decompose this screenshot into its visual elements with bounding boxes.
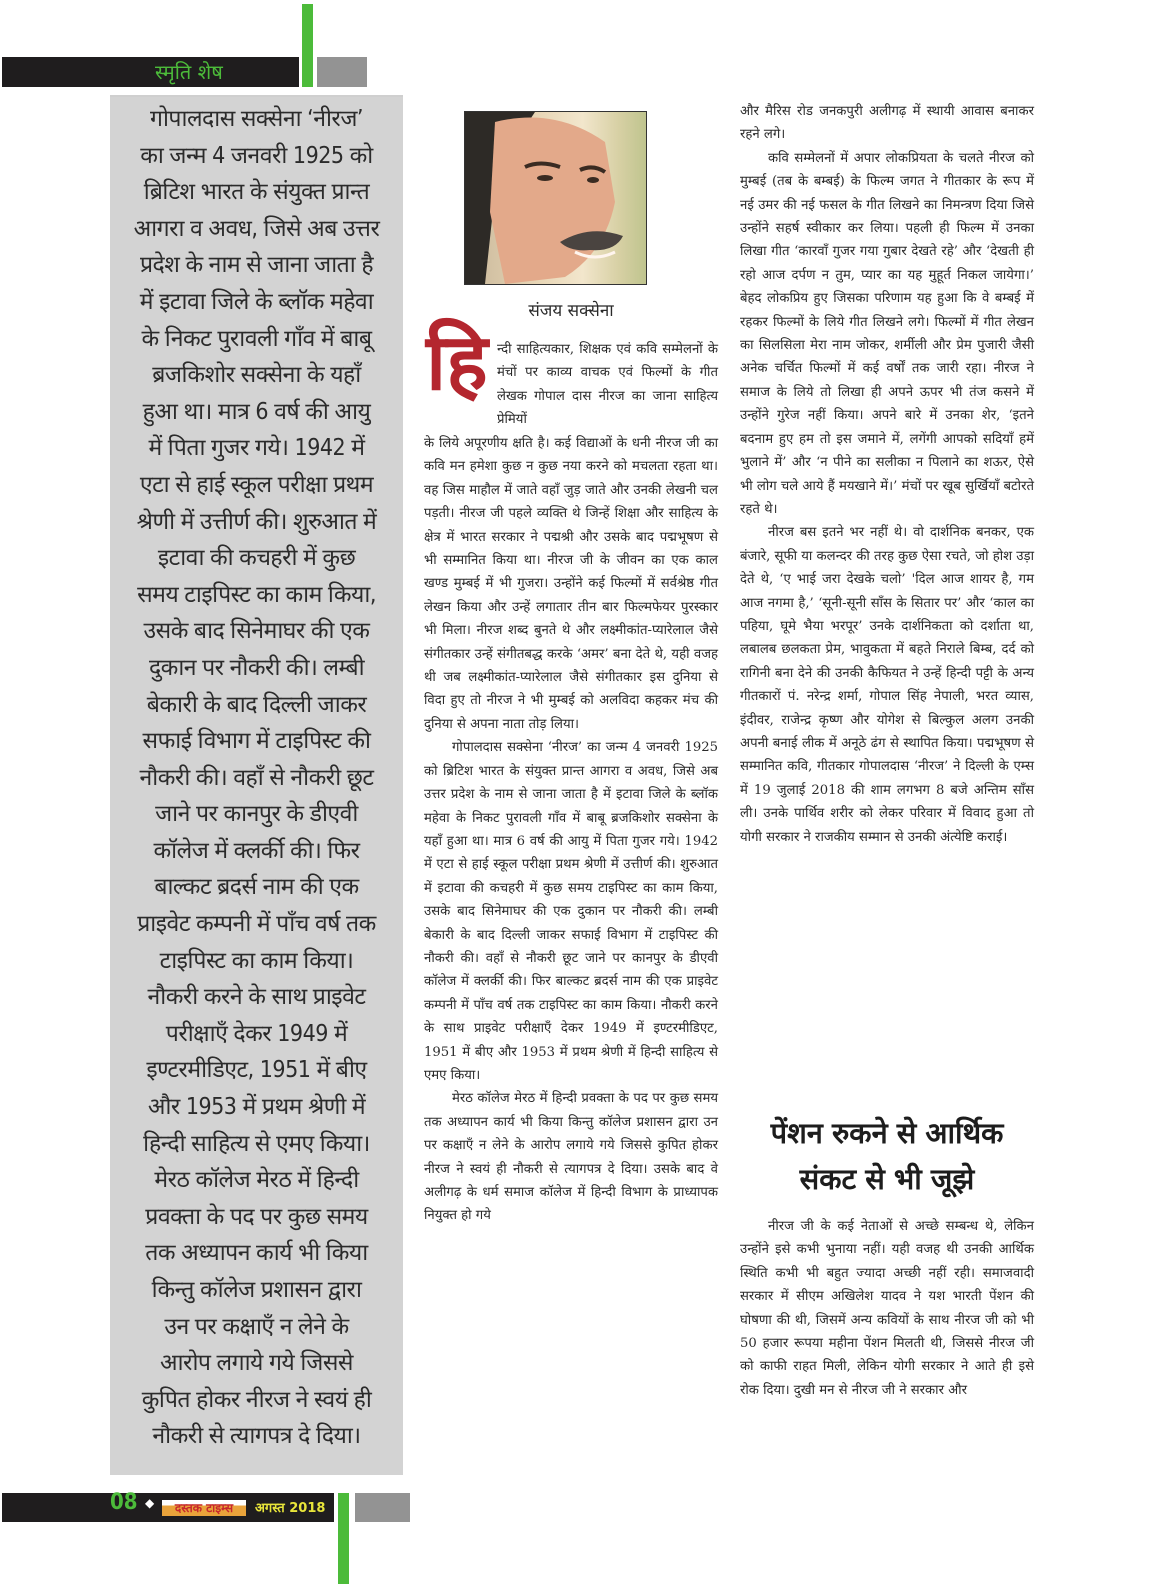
- sidebar-line: नौकरी से त्यागपत्र दे दिया।: [152, 1423, 361, 1450]
- body-paragraph: और मैरिस रोड जनकपुरी अलीगढ़ में स्थायी आवास बनाकर रहने लगे।: [740, 104, 1034, 143]
- right-column: [740, 100, 1034, 849]
- issue-date: अगस्त 2018: [255, 1501, 326, 1516]
- sidebar-line: प्रवक्ता के पद पर कुछ समय: [145, 1203, 368, 1230]
- body-paragraph: के लिये अपूरणीय क्षति है। कई विद्याओं के धनी नीरज जी का कवि मन हमेशा कुछ न कुछ नया करने को मचलता रहता था। वह जिस माहौल में जाते वहाँ जुड़ जाते और उनकी लेखनी चल पड़ती। नीरज जी पहले व्यक्ति थे जिन्हें शिक्षा और साहित्य के क्षेत्र में भारत सरकार ने पद्मश्री और उसके बाद पद्मभूषण से भी सम्मानित किया था। नीरज जी के जीवन का एक काल खण्ड मुम्बई में भी गुजरा। उन्होंने कई फिल्मों में सर्वश्रेष्ठ गीत लेखन किया और उन्हें लगातार तीन बार फिल्मफेयर पुरस्कार भी मिला। नीरज शब्द बुनते थे और लक्ष्मीकांत-प्यारेलाल जैसे संगीतकार उन्हें संगीतबद्ध करके ‘अमर’ बना देते थे, यही वजह थी जब लक्ष्मीकांत-प्यारेलाल जैसे संगीतकार इस दुनिया से विदा हुए तो नीरज ने भी मुम्बई को अलविदा कहकर मंच की दुनिया से अपना नाता तोड़ लिया।: [424, 436, 718, 732]
- sidebar-line: हिन्दी साहित्य से एमए किया।: [143, 1130, 370, 1157]
- sidebar-summary: [110, 97, 403, 1475]
- sidebar-line: बाल्कट ब्रदर्स नाम की एक: [154, 874, 359, 901]
- body-paragraph: कवि सम्मेलनों में अपार लोकप्रियता के चलते नीरज को मुम्बई (तब के बम्बई) के फिल्म जगत ने गीतकार के रूप में नई उमर की नई फसल के गीत लिखने का निमन्त्रण दिया जिसे उन्होंने सहर्ष स्वीकार कर लिया। पहली ही फिल्म में उनका लिखा गीत ‘कारवाँ गुजर गया गुबार देखते रहे’ और ‘देखती ही रहो आज दर्पण न तुम, प्यार का यह मुहूर्त निकल जायेगा।’ बेहद लोकप्रिय हुए जिसका परिणाम यह हुआ कि वे बम्बई में रहकर फिल्मों के लिये गीत लिखने लगे। फिल्मों में गीत लेखन का सिलसिला मेरा नाम जोकर, शर्मीली और प्रेम पुजारी जैसी अनेक चर्चित फिल्मों में कई वर्षों तक जारी रहा। नीरज ने समाज के लिये तो लिखा ही अपने ऊपर भी तंज कसने में उन्होंने गुरेज नहीं किया। अपने बारे में उनका शेर, ‘इतने बदनाम हुए हम तो इस जमाने में, लगेंगी आपको सदियाँ हमें भुलाने में’ और ‘न पीने का सलीका न पिलाने का शऊर, ऐसे भी लोग चले आये हैं मयखाने में।’ मंचों पर खूब सुर्खियाँ बटोरते रहते थे।: [740, 150, 1034, 517]
- sidebar-line: एटा से हाई स्कूल परीक्षा प्रथम: [139, 471, 374, 498]
- header-green-accent: [302, 4, 313, 87]
- body-paragraph: गोपालदास सक्सेना ‘नीरज’ का जन्म 4 जनवरी 1925 को ब्रिटिश भारत के संयुक्त प्रान्त आगरा व अवध, जिसे अब उत्तर प्रदेश के नाम से जाना जाता है में इटावा जिले के ब्लॉक महेवा के निकट पुरावली गाँव में बाबू ब्रजकिशोर सक्सेना के यहाँ हुआ था। मात्र 6 वर्ष की आयु में पिता गुजर गये। 1942 में एटा से हाई स्कूल परीक्षा प्रथम श्रेणी में उत्तीर्ण की। शुरुआत में इटावा की कचहरी में कुछ समय टाइपिस्ट का काम किया, उसके बाद सिनेमाघर की एक दुकान पर नौकरी की। लम्बी बेकारी के बाद दिल्ली जाकर सफाई विभाग में टाइपिस्ट की नौकरी की। वहाँ से नौकरी छूट जाने पर कानपुर के डीएवी कॉलेज में क्लर्की की। फिर बाल्कट ब्रदर्स नाम की एक प्राइवेट कम्पनी में पाँच वर्ष तक टाइपिस्ट का काम किया। नौकरी करने के साथ प्राइवेट परीक्षाएँ देकर 1949 में इण्टरमीडिएट, 1951 में बीए और 1953 में प्रथम श्रेणी में हिन्दी साहित्य से एमए किया।: [424, 740, 718, 1083]
- sidebar-line: श्रेणी में उत्तीर्ण की। शुरुआत में: [136, 508, 377, 535]
- sidebar-line: प्रदेश के नाम से जाना जाता है: [139, 252, 374, 279]
- sidebar-line: तक अध्यापन कार्य भी किया: [145, 1240, 368, 1267]
- body-paragraph: नीरज जी के कई नेताओं से अच्छे सम्बन्ध थे, लेकिन उन्होंने इसे कभी भुनाया नहीं। यही वजह थी उनकी आर्थिक स्थिति कभी भी बहुत ज्यादा अच्छी नहीं रही। समाजवादी सरकार में सीएम अखिलेश यादव ने यश भारती पेंशन की घोषणा की थी, जिसमें अन्य कवियों के साथ नीरज जी को भी 50 हजार रूपया महीना पेंशन मिलती थी, जिससे नीरज जी को काफी राहत मिली, लेकिन योगी सरकार ने आते ही इसे रोक दिया। दुखी मन से नीरज जी ने सरकार और: [740, 1219, 1034, 1398]
- sidebar-line: दुकान पर नौकरी की। लम्बी: [148, 654, 365, 681]
- author-byline: संजय सक्सेना: [528, 301, 614, 321]
- sidebar-line: टाइपिस्ट का काम किया।: [159, 947, 354, 974]
- subsection-column: [740, 1215, 1034, 1402]
- sidebar-line: आरोप लगाये गये जिससे: [160, 1350, 353, 1377]
- author-photo: [464, 111, 647, 285]
- sidebar-line: कुपित होकर नीरज ने स्वयं ही: [141, 1386, 372, 1413]
- dropcap: हि: [426, 318, 488, 408]
- sidebar-line: नौकरी की। वहाँ से नौकरी छूट: [139, 764, 374, 791]
- footer-green-accent: [338, 1493, 349, 1584]
- intro-paragraph: न्दी साहित्यकार, शिक्षक एवं कवि सम्मेलनों के मंचों पर काव्य वाचक एवं फिल्मों के गीत लेखक गोपाल दास नीरज का जाना साहित्य प्रेमियों: [497, 342, 718, 428]
- sidebar-line: समय टाइपिस्ट का काम किया,: [137, 581, 376, 608]
- sidebar-line: इण्टरमीडिएट, 1951 में बीए: [146, 1057, 367, 1084]
- header-grey-block: [317, 57, 367, 87]
- subheading: पेंशन रुकने से आर्थिक संकट से भी जूझे: [770, 1116, 1004, 1196]
- sidebar-line: बेकारी के बाद दिल्ली जाकर: [146, 691, 367, 718]
- sidebar-line: ब्रजकिशोर सक्सेना के यहाँ: [152, 362, 361, 389]
- sidebar-line: प्राइवेट कम्पनी में पाँच वर्ष तक: [137, 911, 376, 938]
- sidebar-line: में पिता गुजर गये। 1942 में: [148, 435, 365, 462]
- body-paragraph: मेरठ कॉलेज मेरठ में हिन्दी प्रवक्ता के पद पर कुछ समय तक अध्यापन कार्य भी किया किन्तु कॉलेज प्रशासन द्वारा उन पर कक्षाएँ न लेने के आरोप लगाये गये जिससे कुपित होकर नीरज ने स्वयं ही नौकरी से त्यागपत्र दे दिया। उसके बाद वे अलीगढ़ के धर्म समाज कॉलेज में हिन्दी विभाग के प्राध्यापक नियुक्त हो गये: [424, 1091, 718, 1224]
- sidebar-line: के निकट पुरावली गाँव में बाबू: [141, 325, 372, 352]
- sidebar-line: उसके बाद सिनेमाघर की एक: [143, 618, 370, 645]
- sidebar-line: ब्रिटिश भारत के संयुक्त प्रान्त: [143, 179, 370, 206]
- sidebar-line: हुआ था। मात्र 6 वर्ष की आयु: [142, 398, 371, 425]
- sidebar-line: गोपालदास सक्सेना ‘नीरज’: [150, 106, 363, 132]
- sidebar-line: कॉलेज में क्लर्की की। फिर: [153, 837, 360, 864]
- page-number: 08: [110, 1490, 138, 1515]
- sidebar-line: इटावा की कचहरी में कुछ: [157, 545, 356, 572]
- sidebar-line: का जन्म 4 जनवरी 1925 को: [140, 142, 373, 169]
- sidebar-line: और 1953 में प्रथम श्रेणी में: [147, 1094, 366, 1121]
- article-intro: [497, 338, 718, 432]
- sidebar-line: मेरठ कॉलेज मेरठ में हिन्दी: [154, 1167, 359, 1194]
- sidebar-line: जाने पर कानपुर के डीएवी: [155, 801, 358, 828]
- magazine-logo: दस्तक टाइम्स: [162, 1500, 246, 1516]
- body-paragraph: नीरज बस इतने भर नहीं थे। वो दार्शनिक बनकर, एक बंजारे, सूफी या कलन्दर की तरह कुछ ऐसा रचते, जो होश उड़ा देते थे, ‘ए भाई जरा देखके चलो’ 'दिल आज शायर है, गम आज नगमा है,’ ‘सूनी-सूनी साँस के सितार पर’ और ‘काल का पहिया, घूमे भैया भरपूर’ उनके दार्शनिकता को दर्शाता था, लबालब छलकता प्रेम, भावुकता में बहते निराले बिम्ब, दर्द को रागिनी बना देने की उनकी कैफियत ने उन्हें हिन्दी पट्टी के अन्य गीतकारों पं. नरेन्द्र शर्मा, गोपाल सिंह नेपाली, भरत व्यास, इंदीवर, राजेन्द्र कृष्ण और योगेश से बिल्कुल अलग उनकी अपनी बनाई लीक में अनूठे ढंग से स्थापित किया। पद्मभूषण से सम्मानित कवि, गीतकार गोपालदास ‘नीरज’ ने दिल्ली के एम्स में 19 जुलाई 2018 की शाम लगभग 8 बजे अन्तिम साँस ली। उनके पार्थिव शरीर को लेकर परिवार में विवाद हुआ तो योगी सरकार ने राजकीय सम्मान से उनकी अंत्येष्टि कराई।: [740, 525, 1034, 845]
- author-portrait-icon: [465, 112, 646, 284]
- diamond-separator-icon: ◆: [145, 1496, 155, 1510]
- sidebar-line: नौकरी करने के साथ प्राइवेट: [147, 984, 366, 1011]
- sidebar-bottom-band: [110, 1460, 403, 1475]
- sidebar-line: उन पर कक्षाएँ न लेने के: [164, 1313, 349, 1340]
- middle-column: [424, 432, 718, 1228]
- footer-grey-block: [355, 1493, 410, 1522]
- sidebar-line: परीक्षाएँ देकर 1949 में: [165, 1020, 348, 1047]
- sidebar-line: आगरा व अवध, जिसे अब उत्तर: [133, 215, 380, 242]
- header-bar: [2, 57, 299, 87]
- sidebar-line: किन्तु कॉलेज प्रशासन द्वारा: [151, 1277, 362, 1303]
- sidebar-line: में इटावा जिले के ब्लॉक महेवा: [139, 288, 374, 315]
- sidebar-line: सफाई विभाग में टाइपिस्ट की: [142, 728, 371, 755]
- section-title: स्मृति शेष: [155, 60, 223, 84]
